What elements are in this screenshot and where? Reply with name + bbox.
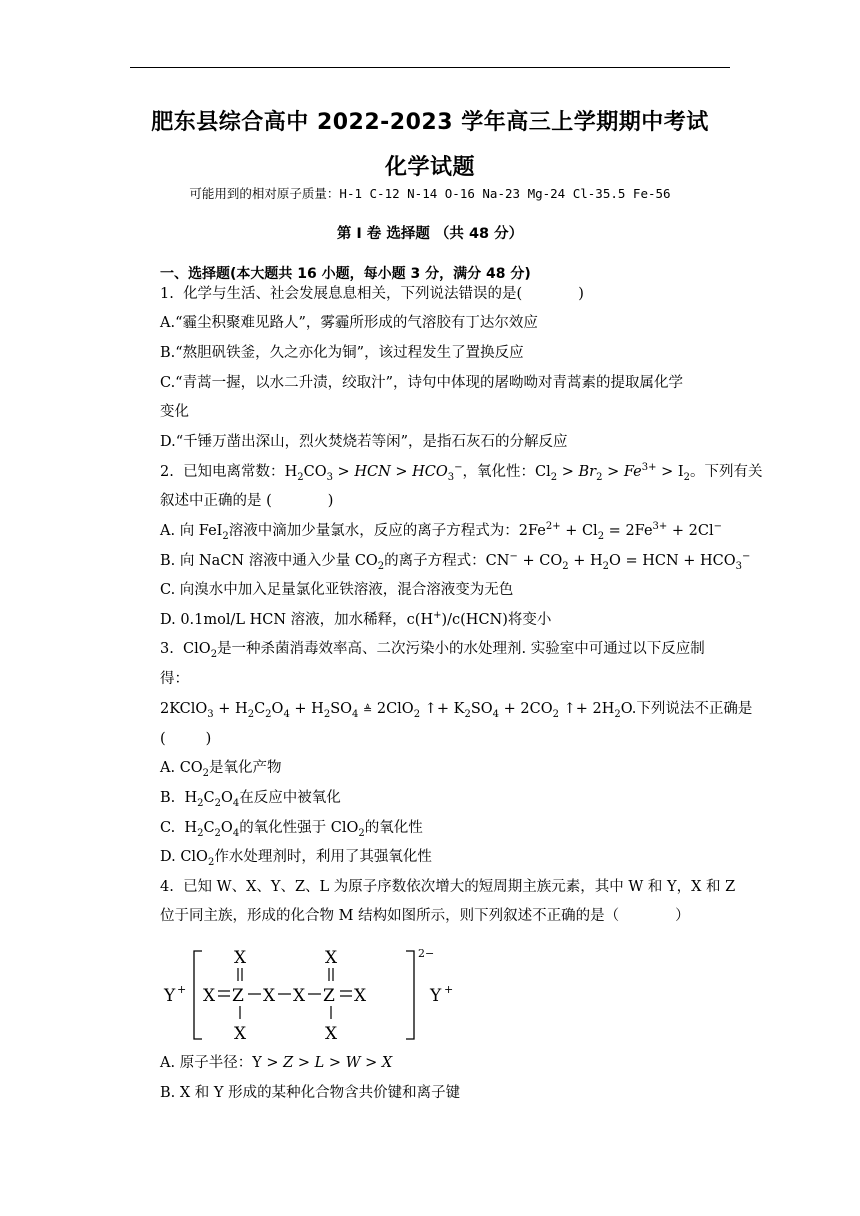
atomic-masses: 可能用到的相对原子质量：H-1 C-12 N-14 O-16 Na-23 Mg-24 Cl-35.5 Fe-56 bbox=[189, 186, 671, 201]
q1-stem: 1. 化学与生活、社会发展息息相关，下列说法错误的是( ) bbox=[160, 286, 584, 302]
atom-x-right: X bbox=[354, 986, 367, 1006]
atom-z-left: Z bbox=[232, 986, 244, 1006]
part-title: 第 I 卷 选择题 （共 48 分） bbox=[336, 226, 524, 242]
q4-option-a: A. 原子半径：Y > Z > L > W > X bbox=[160, 1055, 393, 1071]
q1-option-b: B.“熬胆矾铁釜，久之亦化为铜”，该过程发生了置换反应 bbox=[160, 345, 524, 361]
q2-option-d: D. 0.1mol/L HCN 溶液，加水稀释，c(H+)/c(HCN)将变小 bbox=[160, 610, 552, 628]
svg-text:+: + bbox=[444, 983, 454, 996]
section-title: 一、选择题(本大题共 16 小题，每小题 3 分，满分 48 分) bbox=[160, 266, 531, 282]
atom-x-bottom-right: X bbox=[325, 1024, 338, 1044]
q3-stem: 3. ClO$_2$是一种杀菌消毒效率高、二次污染小的水处理剂. 实验室中可通过以下反应制 bbox=[160, 641, 705, 660]
q3-paren: ( ) bbox=[160, 731, 212, 747]
q2-stem-cont: 叙述中正确的是 ( ) bbox=[160, 493, 334, 509]
cation-right: Y bbox=[430, 986, 442, 1006]
q1-option-c-cont: 变化 bbox=[160, 404, 189, 420]
q3-equation: 2KClO$_3$ + $H_2C_2O_4 + H_2SO_4$ ≜ 2ClO$_2$ ↑+ $K_2SO_4 + 2CO_2$ ↑+ $2H_2O$.下列说法不正确是 bbox=[160, 701, 753, 720]
q3-option-a: A. $CO_2$是氧化产物 bbox=[160, 760, 282, 779]
q2-option-b: B. 向 NaCN 溶液中通入少量 $CO_2$的离子方程式：$CN^- + CO_2 + H_2O$ = HCN + $HCO_3^-$ bbox=[160, 551, 751, 572]
atom-x-top-right: X bbox=[325, 948, 338, 968]
q2-option-c: C. 向溴水中加入足量氯化亚铁溶液，混合溶液变为无色 bbox=[160, 582, 514, 598]
subject-title: 化学试题 bbox=[384, 155, 475, 180]
top-rule bbox=[130, 67, 730, 68]
svg-text:+: + bbox=[177, 983, 187, 996]
q2-stem: 2. 已知电离常数：$H_2CO_3$ > HCN > $HCO_3^-$，氧化性：$Cl_2 > Br_2 > Fe^{3+} > I_2$。下列有关 bbox=[160, 462, 763, 483]
q2-option-a: A. 向 FeI$_2$溶液中滴加少量氯水，反应的离子方程式为：$2Fe^{2+} + Cl_2 = 2Fe^{3+} + 2Cl^-$ bbox=[160, 521, 722, 542]
atom-z-right: Z bbox=[323, 986, 335, 1006]
cation-left: Y bbox=[164, 986, 176, 1006]
q1-option-c: C.“青蒿一握，以水二升渍，绞取汁”，诗句中体现的屠呦呦对青蒿素的提取属化学 bbox=[160, 375, 684, 391]
atom-x-top-left: X bbox=[234, 948, 247, 968]
q1-option-d: D.“千锤万凿出深山，烈火焚烧若等闲”，是指石灰石的分解反应 bbox=[160, 434, 568, 450]
q3-stem-cont: 得： bbox=[160, 671, 189, 687]
q4-stem-cont: 位于同主族，形成的化合物 M 结构如图所示，则下列叙述不正确的是（ ） bbox=[160, 908, 690, 924]
compound-m-structure bbox=[160, 943, 470, 1045]
q1-option-a: A.“霾尘积聚难见路人”，雾霾所形成的气溶胶有丁达尔效应 bbox=[160, 315, 538, 331]
atom-x-bridge-2: X bbox=[293, 986, 306, 1006]
q4-stem: 4. 已知 W、X、Y、Z、L 为原子序数依次增大的短周期主族元素，其中 W 和 Y，X 和 Z bbox=[160, 879, 736, 895]
atom-x-bottom-left: X bbox=[234, 1024, 247, 1044]
q3-option-d: D. ClO$_2$作水处理剂时，利用了其强氧化性 bbox=[160, 849, 432, 868]
q3-option-b: B. $H_2C_2O_4$在反应中被氧化 bbox=[160, 790, 341, 809]
exam-title: 肥东县综合高中 2022-2023 学年高三上学期期中考试 bbox=[151, 110, 709, 135]
anion-charge: 2− bbox=[418, 947, 435, 960]
atom-x-left: X bbox=[203, 986, 216, 1006]
q4-option-b: B. X 和 Y 形成的某种化合物含共价键和离子键 bbox=[160, 1085, 461, 1101]
atom-x-bridge-1: X bbox=[263, 986, 276, 1006]
q3-option-c: C. $H_2C_2O_4$的氧化性强于 ClO$_2$的氧化性 bbox=[160, 820, 423, 839]
